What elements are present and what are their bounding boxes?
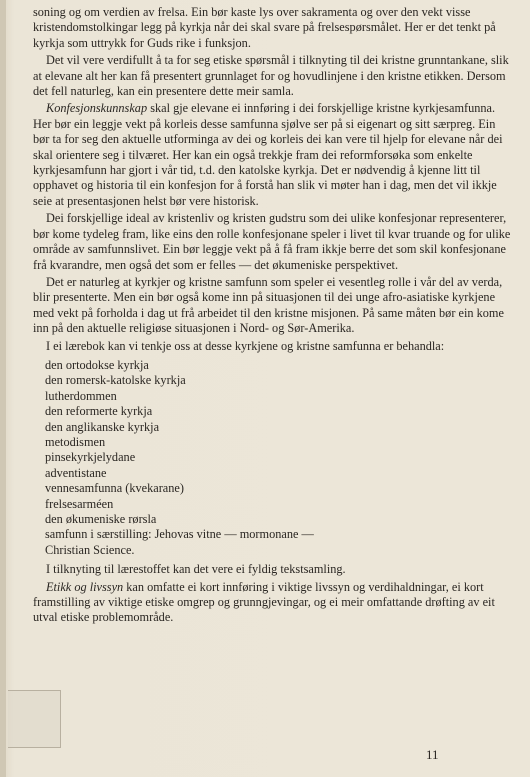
closing-paragraph-1: I tilknyting til lærestoffet kan det vere ei fyldig tekstsamling. — [46, 562, 346, 577]
list-item: den romersk-katolske kyrkja — [45, 373, 186, 388]
list-item: lutherdommen — [45, 388, 117, 403]
list-item: pinsekyrkjelydane — [45, 450, 136, 465]
list-item: vennesamfunna (kvekarane) — [45, 481, 184, 496]
paragraph-4: Dei forskjellige ideal av kristenliv og kristen gudstru som dei ulike konfesjonar representerer, bør kome tydeleg fram, like eins den rolle konfesjonane speler i livet til kvar truande og for ulike område av samfunnslivet. Ein bør leggje vekt på å få fram ikkje berre det som skil konfesjonane frå kvarandre, men også det som er felles — det økumeniske perspektivet. — [33, 211, 511, 272]
closing-paragraph-2-text: kan omfatte ei kort innføring i viktige livssyn og verdihaldningar, ei kort framstilling av viktige etiske omgrep og grunngjevingar, og ei meir omfattande drøfting av eit utval etiske problemområde. — [33, 579, 495, 625]
page-body — [33, 5, 511, 628]
list-item: den økumeniske rørsla — [45, 512, 157, 526]
paragraph-2: Det vil vere verdifullt å ta for seg etiske spørsmål i tilknyting til dei kristne grunntankane, slik at elevane alt her kan få presentert grunnlaget for og hovudlinjene i den kristne etikken. Dersom det fell naturleg, kan ein presentere dette meir samla. — [33, 53, 509, 99]
paragraph-3-text: skal gje elevane ei innføring i dei forskjellige kristne kyrkjesamfunna. Her bør ein leggje vekt på korleis desse samfunna sjølve ser på si eigenart og sitt særpreg. Ein bør ta for seg den aktuelle utforminga av dei og korleis dei kan vere til hjelp for elevane når dei skal orientere seg i tilværet. Her kan ein også trekkje fram dei reformforsøka som enkelte kyrkjesamfunn har gjort i vår tid, t.d. den katolske kyrkja. Det er nødvendig å kjenne litt til opphavet og historia til ein konfesjon for å forstå han slik vi møter han i dag, men det vil ikkje seie at presentasjonen helst bør vere historisk. — [33, 101, 503, 208]
paragraph-1: soning og om verdien av frelsa. Ein bør kaste lys over sakramenta og over den vekt visse kristendomstolkingar legg på kyrkja når dei skal svare på frelsespørsmålet. Her er det tenkt på kyrkja som uttrykk for Guds rike i funksjon. — [33, 5, 496, 50]
library-stamp — [8, 690, 61, 748]
list-item: den reformerte kyrkja — [45, 404, 153, 419]
italic-lead-konfesjonskunnskap: Konfesjonskunnskap — [46, 101, 148, 116]
italic-lead-etikk: Etikk og livssyn — [46, 579, 124, 594]
list-item: samfunn i særstilling: Jehovas vitne — mormonane — — [45, 527, 314, 542]
list-item: den ortodokse kyrkja — [45, 357, 149, 372]
closing-paragraph-2 — [33, 580, 511, 626]
paragraph-5: Det er naturleg at kyrkjer og kristne samfunn som speler ei vesentleg rolle i vår del av verda, blir presenterte. Men ein bør også kome inn på situasjonen til dei unge afro-asiatiske kyrkjene med vekt på forholda i dag ut frå arbeidet til den kristne misjonen. På same måten bør ein kome inn på den aktuelle religiøse situasjonen i Nord- og Sør-Amerika. — [33, 274, 504, 336]
page-binding-edge — [0, 0, 6, 777]
list-item: den anglikanske kyrkja — [45, 419, 160, 434]
list-item: metodismen — [45, 434, 106, 449]
list-item: frelsesarméen — [45, 496, 114, 511]
paragraph-3 — [33, 101, 511, 209]
page-number: 11 — [426, 747, 439, 762]
list-item: adventistane — [45, 465, 107, 480]
paragraph-6: I ei lærebok kan vi tenkje oss at desse kyrkjene og kristne samfunna er behandla: — [46, 338, 445, 353]
church-list — [45, 358, 511, 558]
list-item: Christian Science. — [45, 542, 135, 557]
